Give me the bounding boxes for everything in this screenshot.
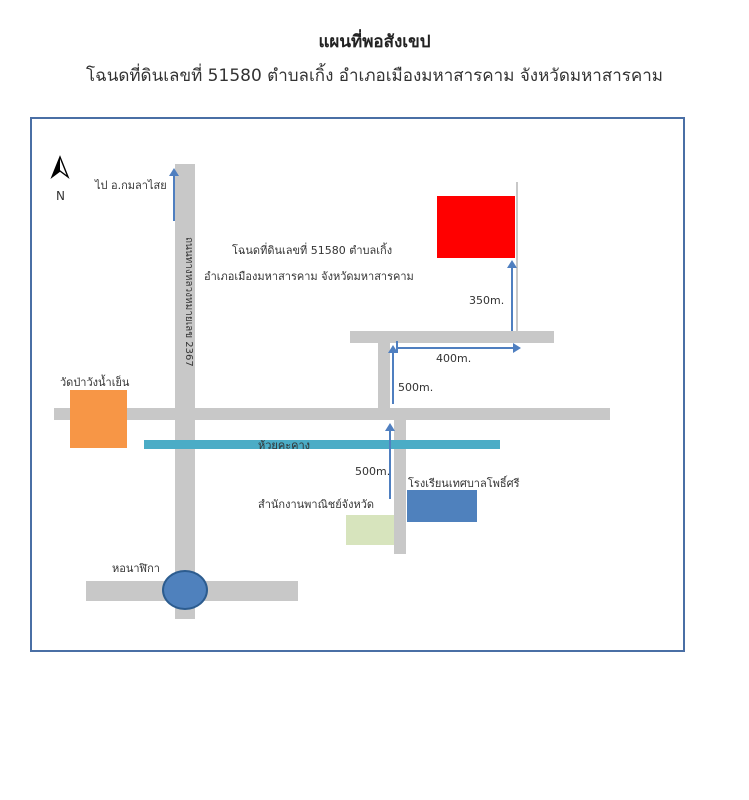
creek-label: ห้วยคะคาง — [258, 439, 311, 452]
distance-500-bottom-line — [389, 429, 391, 499]
parcel-pole — [516, 182, 518, 332]
clock-tower-marker — [162, 570, 208, 610]
to-kamalasai-label: ไป อ.กมลาไสย — [95, 179, 167, 192]
distance-400-label: 400m. — [436, 352, 472, 365]
office-label: สำนักงานพาณิชย์จังหวัด — [258, 498, 375, 511]
lower-road-vertical — [394, 417, 406, 554]
north-arrow-icon — [48, 155, 72, 187]
parcel-label-line2: อำเภอเมืองมหาสารคาม จังหวัดมหาสารคาม — [204, 270, 414, 283]
temple-marker — [70, 390, 127, 448]
office-marker — [346, 515, 394, 545]
distance-350-arrowhead-icon — [507, 260, 517, 268]
school-marker — [407, 490, 477, 522]
highway-name-label: ถนนทางหลวงหมายเลข 2367 — [183, 237, 194, 367]
parcel-marker — [437, 196, 515, 258]
north-label: N — [56, 189, 65, 203]
map-frame — [30, 117, 685, 652]
distance-500-bottom-label: 500m. — [355, 465, 391, 478]
distance-500-bottom-arrowhead-icon — [385, 423, 395, 431]
distance-350-line — [511, 266, 513, 331]
distance-500-top-line — [392, 351, 394, 404]
distance-350-label: 350m. — [469, 294, 505, 307]
map-subtitle: โฉนดที่ดินเลขที่ 51580 ตำบลเกิ้ง อำเภอเมืองมหาสารคาม จังหวัดมหาสารคาม — [85, 66, 664, 86]
distance-400-arrowhead-icon — [513, 343, 521, 353]
school-label: โรงเรียนเทศบาลโพธิ์ศรี — [408, 477, 520, 490]
temple-label: วัดป่าวังน้ำเย็น — [60, 376, 130, 389]
north-direction-line — [173, 174, 175, 221]
distance-500-top-arrowhead-icon — [388, 345, 398, 353]
main-road-horizontal — [54, 408, 610, 420]
creek-band — [144, 440, 500, 449]
clock-tower-label: หอนาฬิกา — [112, 562, 160, 575]
main-highway-vertical — [175, 164, 195, 619]
north-direction-arrowhead-icon — [169, 168, 179, 176]
parcel-label-line1: โฉนดที่ดินเลขที่ 51580 ตำบลเกิ้ง — [232, 244, 393, 257]
distance-400-line — [398, 347, 515, 349]
map-title: แผนที่พอสังเขป — [318, 32, 431, 52]
distance-500-top-label: 500m. — [398, 381, 434, 394]
